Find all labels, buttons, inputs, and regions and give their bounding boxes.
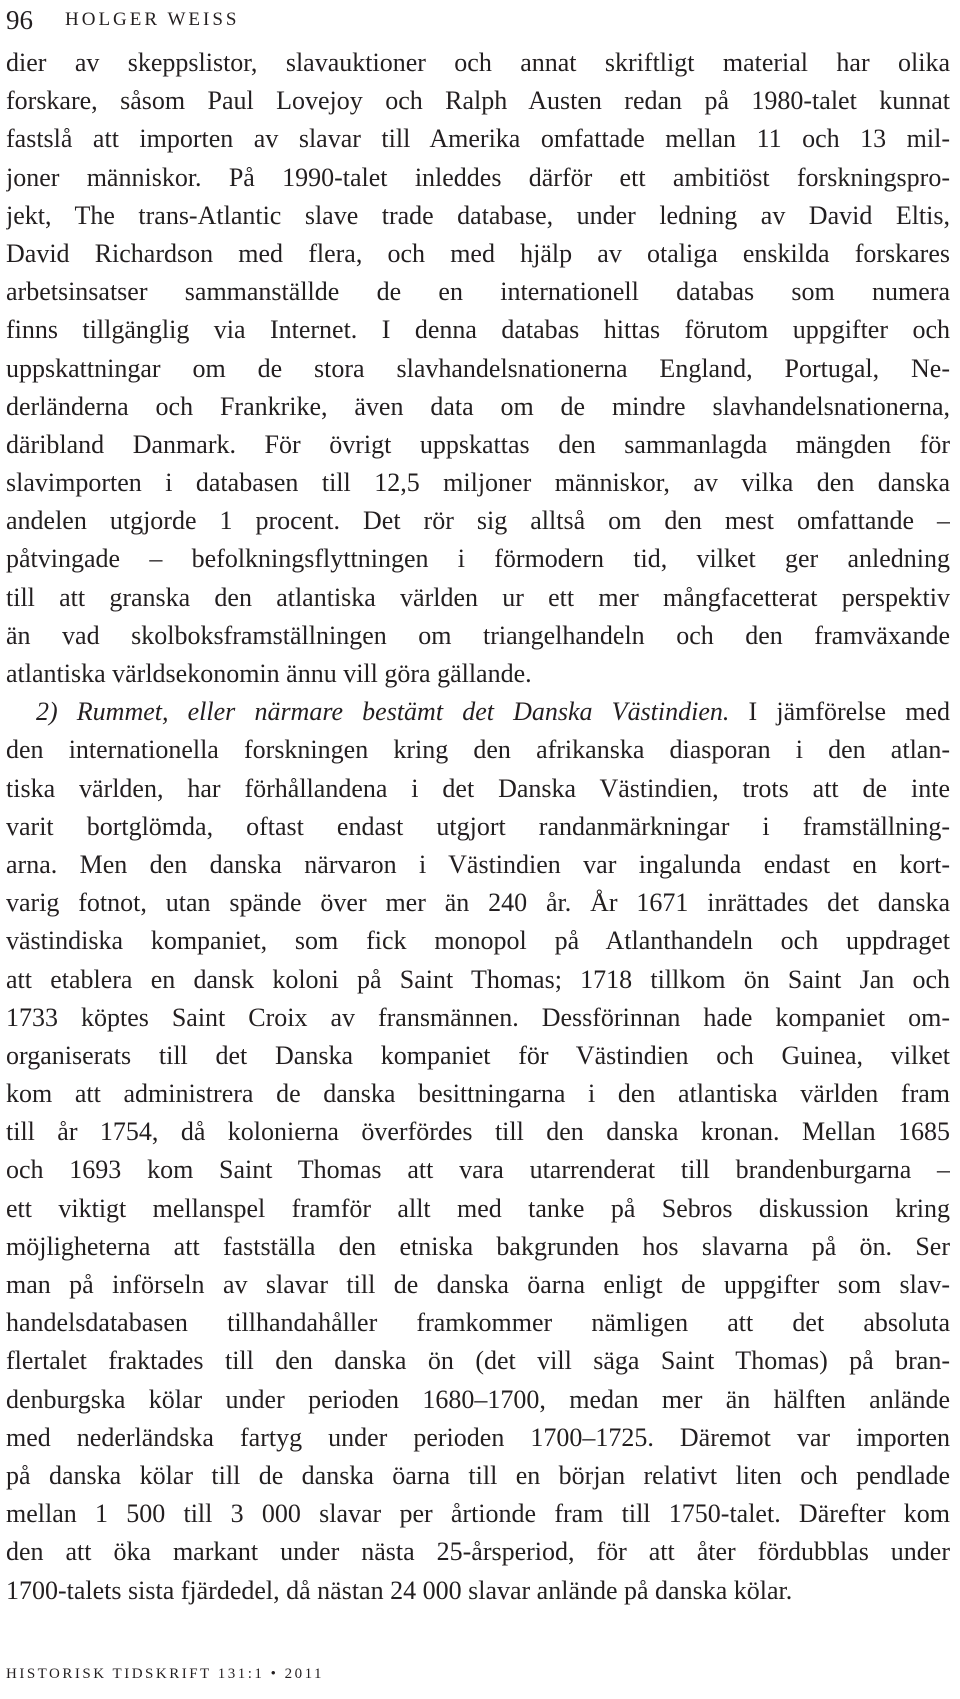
text-line: påtvingade – befolkningsflyttningen i förmodern tid, vilket ger anledning (6, 544, 950, 574)
page-number: 96 (6, 4, 33, 35)
text-line: tiska världen, har förhållandena i det Danska Västindien, trots att de inte (6, 773, 950, 803)
text-line: än vad skolboksframställningen om triangelhandeln och den framväxande (6, 620, 950, 650)
text-line: jekt, The trans-Atlantic slave trade database, under ledning av David Eltis, (6, 200, 950, 230)
text-line: 1700-talets sista fjärdedel, då nästan 24 000 slavar anlände på danska kölar. (6, 1575, 793, 1605)
paragraph-1 (6, 44, 950, 693)
text-line: möjligheterna att fastställa den etniska bakgrunden hos slavarna på ön. Ser (6, 1231, 950, 1261)
text-line: flertalet fraktades till den danska ön (det vill säga Saint Thomas) på bran- (6, 1346, 950, 1376)
section-heading-italic: 2) Rummet, eller närmare bestämt det Danska Västindien. (36, 697, 730, 727)
text-line: med nederländska fartyg under perioden 1700–1725. Däremot var importen (6, 1422, 950, 1452)
page-header (6, 0, 239, 40)
text-line: på danska kölar till de danska öarna till en början relativt liten och pendlade (6, 1460, 950, 1490)
text-line: joner människor. På 1990-talet inleddes därför ett ambitiöst forskningspro- (6, 162, 950, 192)
text-line: varig fotnot, utan spände över mer än 240 år. År 1671 inrättades det danska (6, 888, 950, 918)
text-line: organiserats till det Danska kompaniet för Västindien och Guinea, vilket (6, 1040, 950, 1070)
text-line: uppskattningar om de stora slavhandelsnationerna England, Portugal, Ne- (6, 353, 950, 383)
text-line: man på införseln av slavar till de danska öarna enligt de uppgifter som slav- (6, 1270, 950, 1299)
text-line: varit bortglömda, oftast endast utgjort randanmärkningar i framställning- (6, 811, 950, 841)
text-line: 1733 köptes Saint Croix av fransmännen. Dessförinnan hade kompaniet om- (6, 1002, 950, 1032)
text-line: västindiska kompaniet, som fick monopol på Atlanthandeln och uppdraget (6, 926, 950, 956)
text-line: dier av skeppslistor, slavauktioner och annat skriftligt material har olika (6, 48, 950, 77)
text-line: ett viktigt mellanspel framför allt med tanke på Sebros diskussion kring (6, 1193, 950, 1223)
journal-footer: HISTORISK TIDSKRIFT 131:1 • 2011 (6, 1666, 325, 1682)
text-line: kom att administrera de danska besittningarna i den atlantiska världen fram (6, 1079, 950, 1109)
text-line: att etablera en dansk koloni på Saint Thomas; 1718 tillkom ön Saint Jan och (6, 964, 950, 994)
body-text (6, 44, 950, 1610)
paragraph-2-first-line (6, 693, 950, 731)
text-line: fastslå att importen av slavar till Amerika omfattade mellan 11 och 13 mil- (6, 124, 950, 154)
text-line: denburgska kölar under perioden 1680–1700, medan mer än hälften anlände (6, 1384, 950, 1414)
text-line: till år 1754, då kolonierna överfördes till den danska kronan. Mellan 1685 (6, 1117, 950, 1147)
text-line: forskare, såsom Paul Lovejoy och Ralph Austen redan på 1980-talet kunnat (6, 86, 950, 116)
text-line: atlantiska världsekonomin ännu vill göra gällande. (6, 659, 532, 688)
text-line: David Richardson med flera, och med hjälp av otaliga enskilda forskares (6, 238, 950, 268)
text-line: finns tillgänglig via Internet. I denna databas hittas förutom uppgifter och (6, 315, 950, 345)
text-line: däribland Danmark. För övrigt uppskattas den sammanlagda mängden för (6, 429, 950, 459)
text-line: derländerna och Frankrike, även data om de mindre slavhandelsnationerna, (6, 391, 950, 421)
text-line: arbetsinsatser sammanställde de en internationell databas som numera (6, 277, 950, 307)
text-line: till att granska den atlantiska världen ur ett mer mångfacetterat perspektiv (6, 582, 950, 612)
text-line: den att öka markant under nästa 25-årsperiod, för att åter fördubblas under (6, 1537, 950, 1567)
text-line: mellan 1 500 till 3 000 slavar per årtionde fram till 1750-talet. Därefter kom (6, 1499, 950, 1529)
paragraph-2 (6, 693, 950, 1610)
text-line: den internationella forskningen kring den afrikanska diasporan i den atlan- (6, 735, 950, 765)
text-line: slavimporten i databasen till 12,5 miljoner människor, av vilka den danska (6, 468, 950, 498)
text-run: I jämförelse med (729, 697, 950, 727)
running-head: HOLGER WEISS (65, 9, 240, 30)
text-line: handelsdatabasen tillhandahåller framkommer nämligen att det absoluta (6, 1308, 950, 1338)
text-line: och 1693 kom Saint Thomas att vara utarrenderat till brandenburgarna – (6, 1155, 950, 1185)
text-line: andelen utgjorde 1 procent. Det rör sig alltså om den mest omfattande – (6, 506, 950, 536)
text-line: arna. Men den danska närvaron i Västindien var ingalunda endast en kort- (6, 849, 950, 879)
